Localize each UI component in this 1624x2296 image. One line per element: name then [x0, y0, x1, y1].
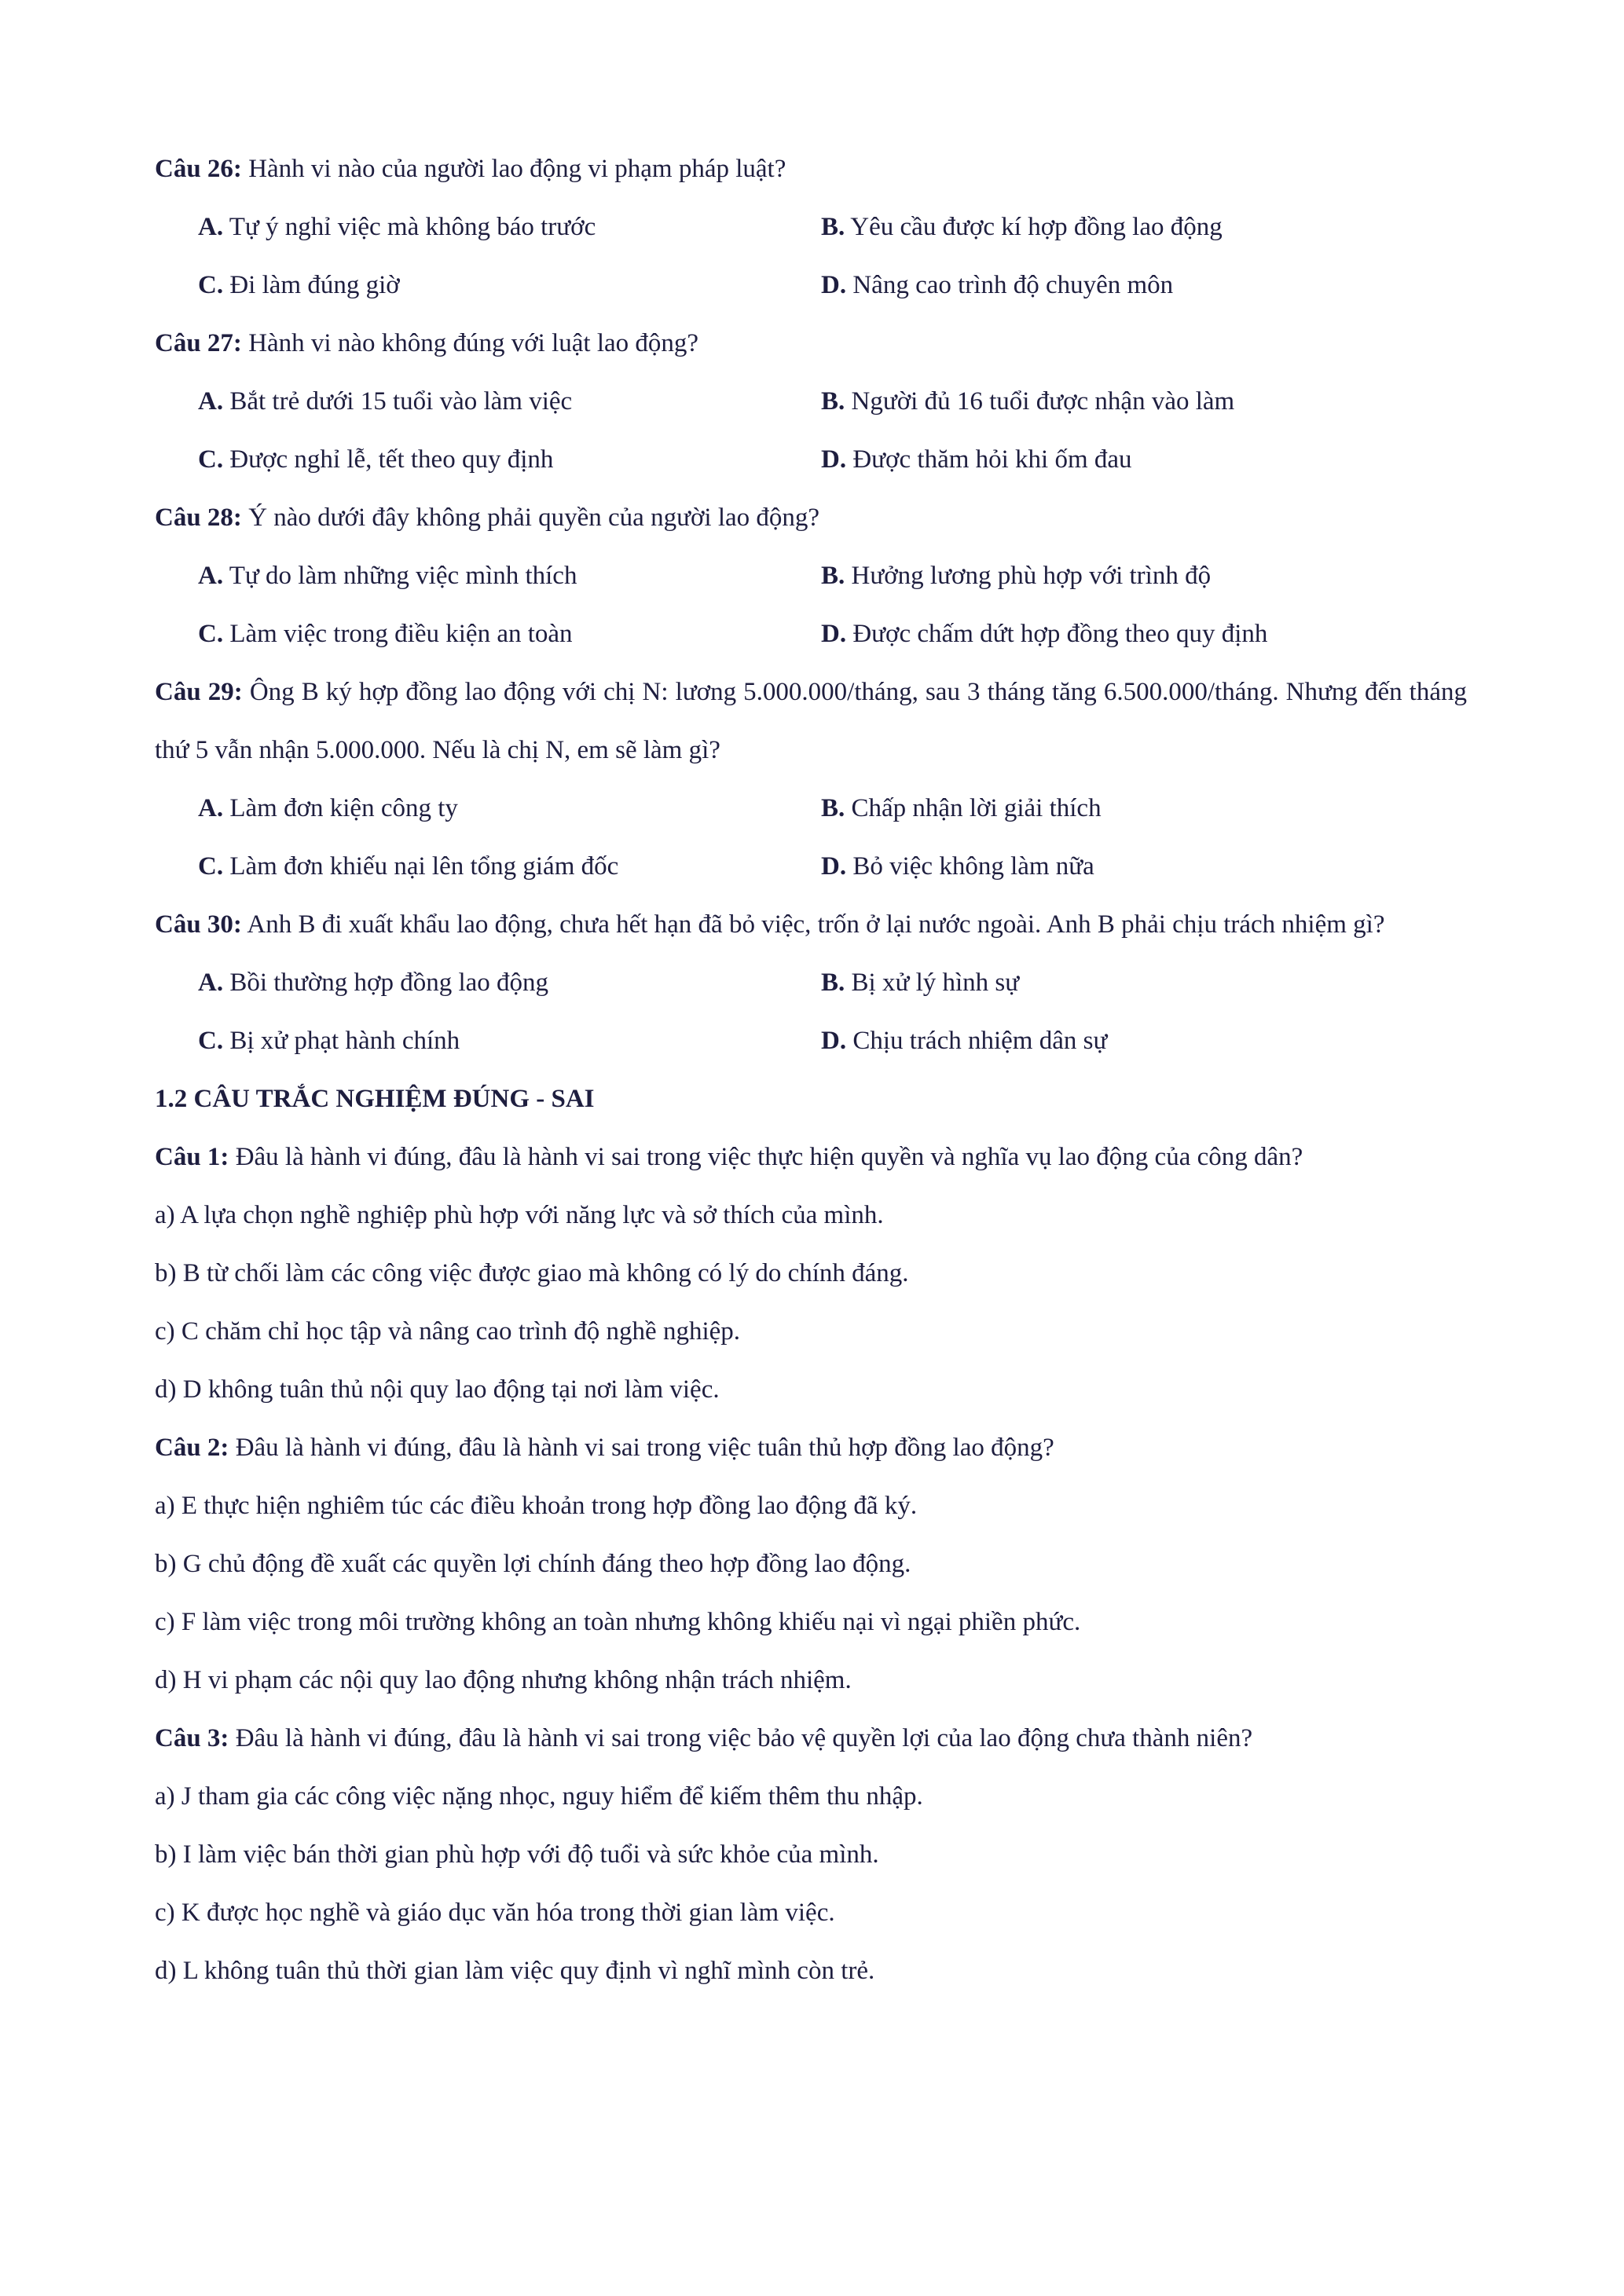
option-letter: B. [821, 213, 845, 241]
option-text: Bị xử lý hình sự [851, 969, 1020, 997]
question-number: Câu 27: [155, 329, 242, 357]
question-number: Câu 2: [155, 1434, 229, 1462]
option-text: Đi làm đúng giờ [229, 271, 400, 299]
option-B [821, 198, 1467, 256]
question-prompt: Hành vi nào không đúng với luật lao động? [248, 329, 699, 357]
option-row [155, 837, 1467, 895]
option-C [155, 605, 821, 663]
option-letter: A. [198, 969, 224, 997]
option-D [821, 256, 1467, 314]
tf-statement-a: a) A lựa chọn nghề nghiệp phù hợp với năng lực và sở thích của mình. [155, 1201, 884, 1229]
option-letter: C. [198, 271, 224, 299]
option-text: Người đủ 16 tuổi được nhận vào làm [851, 387, 1235, 416]
option-A [155, 779, 821, 837]
option-letter: D. [821, 620, 847, 648]
option-letter: C. [198, 1027, 224, 1055]
question-number: Câu 1: [155, 1143, 229, 1171]
tf-statement-d: d) D không tuân thủ nội quy lao động tại nơi làm việc. [155, 1375, 720, 1404]
tf-statement-b: b) B từ chối làm các công việc được giao mà không có lý do chính đáng. [155, 1259, 909, 1287]
question-prompt: Ý nào dưới đây không phải quyền của người lao động? [248, 504, 820, 532]
question-text [155, 663, 1467, 779]
question-prompt: Hành vi nào của người lao động vi phạm pháp luật? [248, 155, 786, 183]
option-C [155, 430, 821, 489]
option-text: Nâng cao trình độ chuyên môn [852, 271, 1174, 299]
option-A [155, 198, 821, 256]
option-C [155, 256, 821, 314]
tf-statement-a: a) J tham gia các công việc nặng nhọc, nguy hiểm để kiếm thêm thu nhập. [155, 1782, 923, 1811]
option-letter: B. [821, 794, 845, 822]
option-text: Làm việc trong điều kiện an toàn [229, 620, 573, 648]
option-letter: B. [821, 562, 845, 590]
question-number: Câu 30: [155, 910, 242, 939]
question-number: Câu 29: [155, 678, 243, 706]
tf-statement-a: a) E thực hiện nghiêm túc các điều khoản trong hợp đồng lao động đã ký. [155, 1492, 918, 1520]
option-letter: D. [821, 445, 847, 474]
option-text: Bị xử phạt hành chính [229, 1027, 460, 1055]
option-row [155, 605, 1467, 663]
option-B [821, 779, 1467, 837]
option-text: Làm đơn kiện công ty [229, 794, 458, 822]
option-row [155, 198, 1467, 256]
option-B [821, 372, 1467, 430]
question-text [155, 314, 1467, 372]
tf-question-3 [155, 1709, 1467, 2000]
option-text: Được nghỉ lễ, tết theo quy định [229, 445, 554, 474]
question-text [155, 489, 1467, 547]
question-prompt: Đâu là hành vi đúng, đâu là hành vi sai trong việc tuân thủ hợp đồng lao động? [235, 1434, 1054, 1462]
option-letter: C. [198, 620, 224, 648]
tf-question-1 [155, 1128, 1467, 1419]
option-letter: A. [198, 562, 224, 590]
question-prompt: Ông B ký hợp đồng lao động với chị N: lương 5.000.000/tháng, sau 3 tháng tăng 6.500.000/tháng. Nhưng đến tháng thứ 5 vẫn nhận 5.000.000. Nếu là chị N, em sẽ làm gì? [155, 678, 1467, 764]
option-text: Bắt trẻ dưới 15 tuổi vào làm việc [229, 387, 573, 416]
question-prompt: Anh B đi xuất khẩu lao động, chưa hết hạn đã bỏ việc, trốn ở lại nước ngoài. Anh B phải chịu trách nhiệm gì? [247, 910, 1385, 939]
option-letter: C. [198, 445, 224, 474]
option-letter: B. [821, 969, 845, 997]
option-row [155, 547, 1467, 605]
option-B [821, 547, 1467, 605]
option-row [155, 779, 1467, 837]
option-A [155, 372, 821, 430]
option-text: Tự ý nghỉ việc mà không báo trước [229, 213, 596, 241]
option-C [155, 1012, 821, 1070]
option-D [821, 837, 1467, 895]
option-text: Tự do làm những việc mình thích [229, 562, 577, 590]
question-text [155, 1128, 1467, 1186]
option-row [155, 372, 1467, 430]
option-text: Yêu cầu được kí hợp đồng lao động [850, 213, 1223, 241]
question-text [155, 1419, 1467, 1477]
option-row [155, 954, 1467, 1012]
option-letter: C. [198, 852, 224, 881]
option-text: Làm đơn khiếu nại lên tổng giám đốc [229, 852, 619, 881]
option-letter: A. [198, 794, 224, 822]
question-number: Câu 26: [155, 155, 242, 183]
tf-statement-c: c) K được học nghề và giáo dục văn hóa trong thời gian làm việc. [155, 1899, 835, 1927]
mcq-question-26 [155, 140, 1467, 314]
tf-question-2 [155, 1419, 1467, 1709]
tf-statement-b: b) I làm việc bán thời gian phù hợp với độ tuổi và sức khỏe của mình. [155, 1840, 879, 1869]
option-D [821, 430, 1467, 489]
option-letter: A. [198, 213, 224, 241]
option-text: Được chấm dứt hợp đồng theo quy định [852, 620, 1268, 648]
option-letter: D. [821, 852, 847, 881]
option-text: Bồi thường hợp đồng lao động [229, 969, 549, 997]
question-number: Câu 28: [155, 504, 242, 532]
question-text [155, 895, 1467, 954]
option-letter: B. [821, 387, 845, 416]
option-B [821, 954, 1467, 1012]
option-C [155, 837, 821, 895]
question-prompt: Đâu là hành vi đúng, đâu là hành vi sai trong việc thực hiện quyền và nghĩa vụ lao động của công dân? [235, 1143, 1303, 1171]
tf-statement-c: c) C chăm chỉ học tập và nâng cao trình độ nghề nghiệp. [155, 1317, 741, 1346]
option-D [821, 605, 1467, 663]
option-A [155, 954, 821, 1012]
tf-statement-c: c) F làm việc trong môi trường không an toàn nhưng không khiếu nại vì ngại phiền phức. [155, 1608, 1081, 1636]
question-number: Câu 3: [155, 1724, 229, 1752]
section-heading: 1.2 CÂU TRẮC NGHIỆM ĐÚNG - SAI [155, 1085, 595, 1113]
option-letter: D. [821, 271, 847, 299]
mcq-question-29 [155, 663, 1467, 895]
mcq-question-27 [155, 314, 1467, 489]
question-prompt: Đâu là hành vi đúng, đâu là hành vi sai trong việc bảo vệ quyền lợi của lao động chưa thành niên? [235, 1724, 1253, 1752]
option-row [155, 430, 1467, 489]
tf-statement-b: b) G chủ động đề xuất các quyền lợi chính đáng theo hợp đồng lao động. [155, 1550, 911, 1578]
option-text: Hưởng lương phù hợp với trình độ [851, 562, 1212, 590]
option-row [155, 256, 1467, 314]
option-A [155, 547, 821, 605]
tf-statement-d: d) L không tuân thủ thời gian làm việc quy định vì nghĩ mình còn trẻ. [155, 1957, 875, 1985]
option-letter: D. [821, 1027, 847, 1055]
question-text [155, 140, 1467, 198]
option-row [155, 1012, 1467, 1070]
option-letter: A. [198, 387, 224, 416]
option-text: Bỏ việc không làm nữa [852, 852, 1094, 881]
question-text [155, 1709, 1467, 1767]
mcq-question-28 [155, 489, 1467, 663]
option-text: Được thăm hỏi khi ốm đau [852, 445, 1132, 474]
mcq-question-30 [155, 895, 1467, 1070]
option-text: Chịu trách nhiệm dân sự [852, 1027, 1108, 1055]
option-D [821, 1012, 1467, 1070]
tf-statement-d: d) H vi phạm các nội quy lao động nhưng không nhận trách nhiệm. [155, 1666, 852, 1694]
option-text: Chấp nhận lời giải thích [851, 794, 1102, 822]
